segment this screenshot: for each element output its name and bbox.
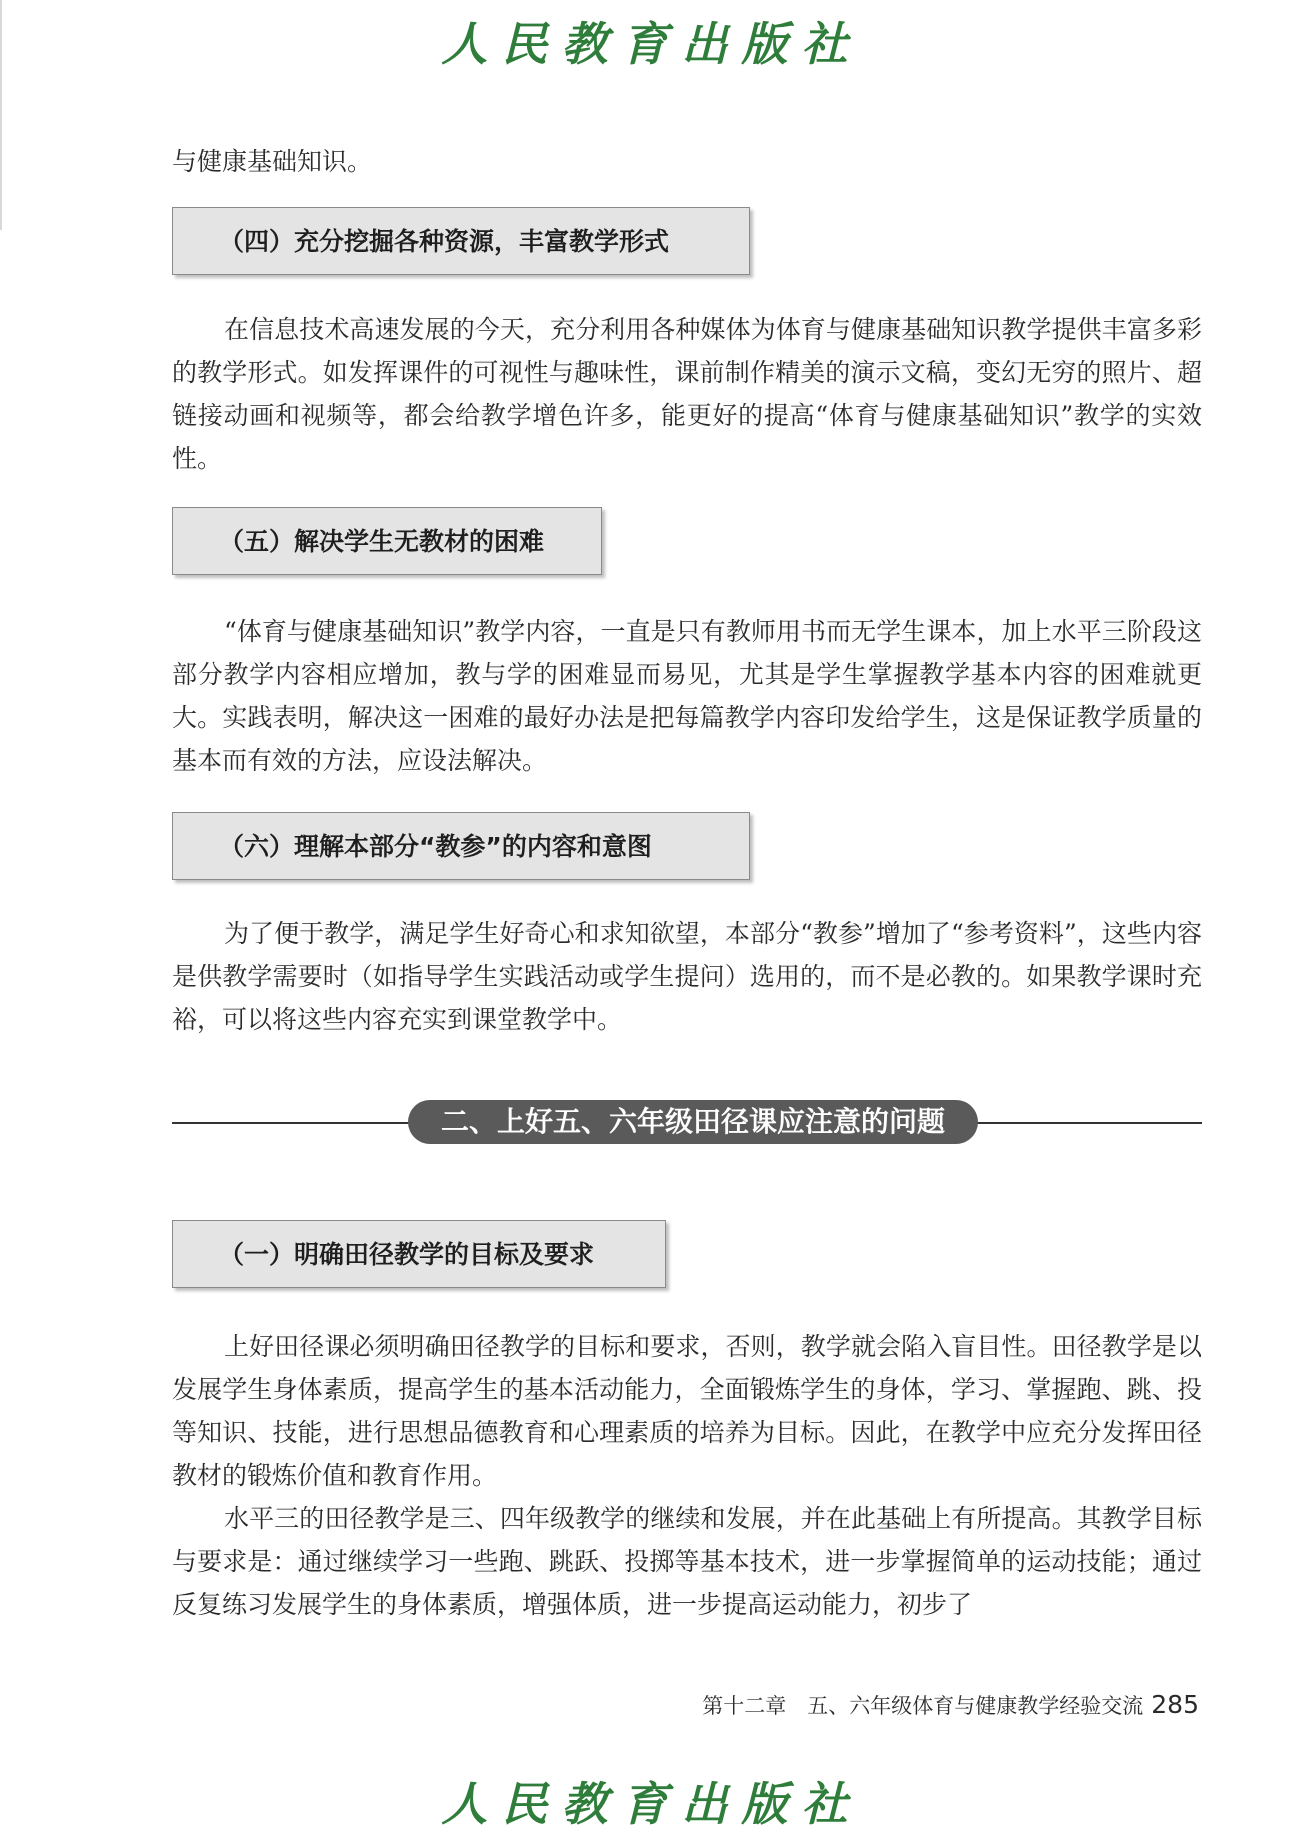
section-heading-1: （一）明确田径教学的目标及要求 (172, 1220, 666, 1288)
opening-line: 与健康基础知识。 (172, 147, 373, 176)
publisher-watermark-bottom: 人民教育出版社 (441, 1777, 862, 1831)
section-4-paragraph: 在信息技术高速发展的今天，充分利用各种媒体为体育与健康基础知识教学提供丰富多彩的教学形式。如发挥课件的可视性与趣味性，课前制作精美的演示文稿，变幻无穷的照片、超链接动画和视频等，都会给教学增色许多，能更好的提高“体育与健康基础知识”教学的实效性。 (172, 315, 1202, 473)
chapter-heading: 二、上好五、六年级田径课应注意的问题 (408, 1100, 978, 1144)
publisher-watermark-top: 人民教育出版社 (441, 17, 862, 71)
page-number: 285 (1151, 1690, 1199, 1719)
section-5-paragraph: “体育与健康基础知识”教学内容，一直是只有教师用书而无学生课本，加上水平三阶段这部分教学内容相应增加，教与学的困难显而易见，尤其是学生掌握教学基本内容的困难就更大。实践表明，解决这一困难的最好办法是把每篇教学内容印发给学生，这是保证教学质量的基本而有效的方法，应设法解决。 (172, 617, 1202, 775)
section-1-paragraph-a: 上好田径课必须明确田径教学的目标和要求，否则，教学就会陷入盲目性。田径教学是以发展学生身体素质，提高学生的基本活动能力，全面锻炼学生的身体，学习、掌握跑、跳、投等知识、技能，进行思想品德教育和心理素质的培养为目标。因此，在教学中应充分发挥田径教材的锻炼价值和教育作用。 (172, 1332, 1202, 1490)
section-heading-5: （五）解决学生无教材的困难 (172, 507, 602, 575)
footer-chapter-title: 第十二章 五、六年级体育与健康教学经验交流 (702, 1694, 1144, 1718)
section-1-paragraph-b: 水平三的田径教学是三、四年级教学的继续和发展，并在此基础上有所提高。其教学目标与要求是：通过继续学习一些跑、跳跃、投掷等基本技术，进一步掌握简单的运动技能；通过反复练习发展学生的身体素质，增强体质，进一步提高运动能力，初步了 (172, 1504, 1202, 1619)
section-heading-4: （四）充分挖掘各种资源，丰富教学形式 (172, 207, 750, 275)
section-heading-6: （六）理解本部分“教参”的内容和意图 (172, 812, 750, 880)
page-footer (702, 1690, 1199, 1720)
section-6-paragraph: 为了便于教学，满足学生好奇心和求知欲望，本部分“教参”增加了“参考资料”，这些内容是供教学需要时（如指导学生实践活动或学生提问）选用的，而不是必教的。如果教学课时充裕，可以将这些内容充实到课堂教学中。 (172, 919, 1202, 1034)
